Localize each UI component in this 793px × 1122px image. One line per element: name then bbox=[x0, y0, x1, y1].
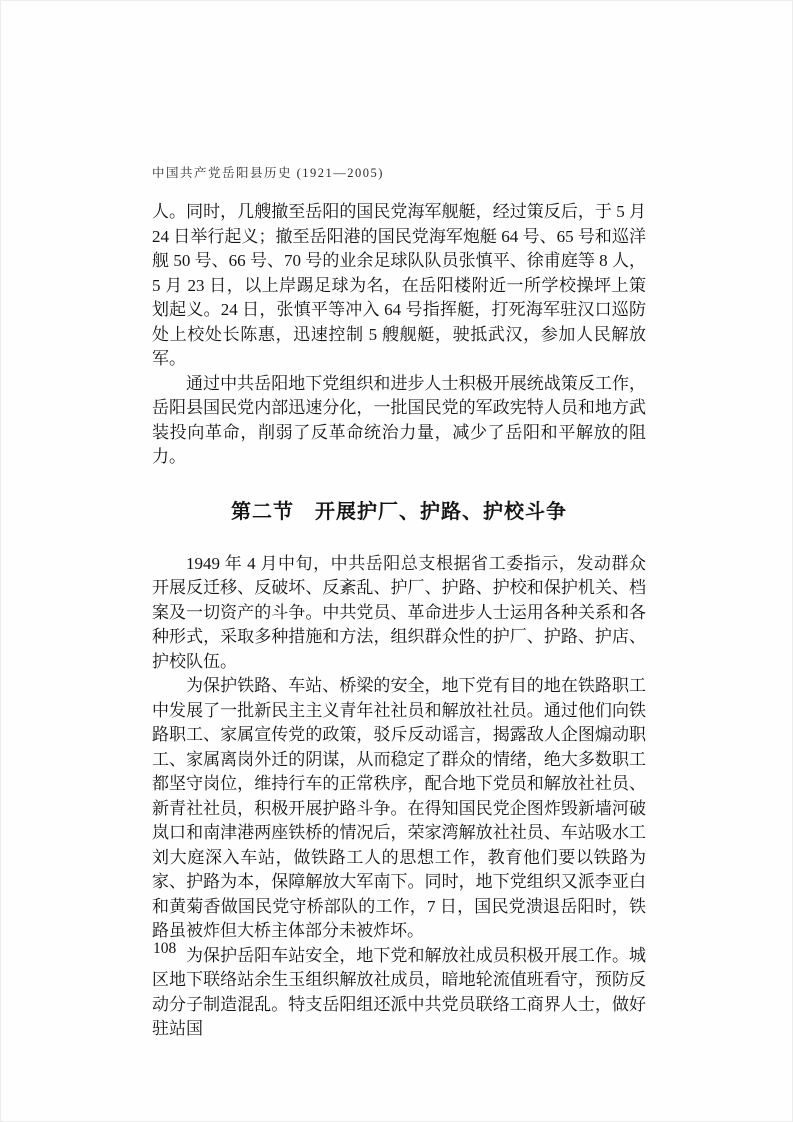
section-heading: 第二节 开展护厂、护路、护校斗争 bbox=[231, 500, 567, 523]
paragraph-continued: 人。同时，几艘撤至岳阳的国民党海军舰艇，经过策反后，于 5 月 24 日举行起义；撤至岳阳港的国民党海军炮艇 64 号、65 号和巡洋舰 50 号、66 号、70 号的业余足球队队员张慎平、徐甫庭等 8 人，5 月 23 日，以上岸踢足球为名，在岳阳楼附近一所学校操坪上策划起义。24 日，张慎平等冲入 64 号指挥艇，打死海军驻汉口巡防处上校处长陈惠，迅速控制 5 艘舰艇，驶抵武汉，参加人民解放军。 bbox=[152, 202, 646, 368]
page-body bbox=[152, 200, 646, 1042]
running-header: 中国共产党岳阳县历史 (1921—2005) bbox=[152, 166, 384, 180]
paragraph: 1949 年 4 月中旬，中共岳阳总支根据省工委指示，发动群众开展反迁移、反破坏、反紊乱、护厂、护路、护校和保护机关、档案及一切资产的斗争。中共党员、革命进步人士运用各种关系和各种形式，采取多种措施和方法，组织群众性的护厂、护路、护店、护校队伍。 bbox=[152, 553, 646, 671]
paragraph: 为保护铁路、车站、桥梁的安全，地下党有目的地在铁路职工中发展了一批新民主主义青年社社员和解放社社员。通过他们向铁路职工、家属宣传党的政策，驳斥反动谣言，揭露敌人企图煽动职工、家属离岗外迁的阴谋，从而稳定了群众的情绪，绝大多数职工都坚守岗位，维持行车的正常秩序，配合地下党员和解放社社员、新青社社员，积极开展护路斗争。在得知国民党企图炸毁新墙河破岚口和南津港两座铁桥的情况后，荣家湾解放社社员、车站吸水工刘大庭深入车站，做铁路工人的思想工作，教育他们要以铁路为家、护路为本，保障解放大军南下。同时，地下党组织又派李亚白和黄菊香做国民党守桥部队的工作，7 日，国民党溃退岳阳时，铁路虽被炸但大桥主体部分未被炸坏。 bbox=[152, 676, 646, 940]
paragraph: 为保护岳阳车站安全，地下党和解放社成员积极开展工作。城区地下联络站余生玉组织解放社成员，暗地轮流值班看守，预防反动分子制造混乱。特支岳阳组还派中共党员联络工商界人士，做好驻站国 bbox=[152, 945, 646, 1038]
page-number: 108 bbox=[153, 940, 177, 957]
paragraph: 通过中共岳阳地下党组织和进步人士积极开展统战策反工作，岳阳县国民党内部迅速分化，一批国民党的军政宪特人员和地方武装投向革命，削弱了反革命统治力量，减少了岳阳和平解放的阻力。 bbox=[152, 373, 646, 466]
